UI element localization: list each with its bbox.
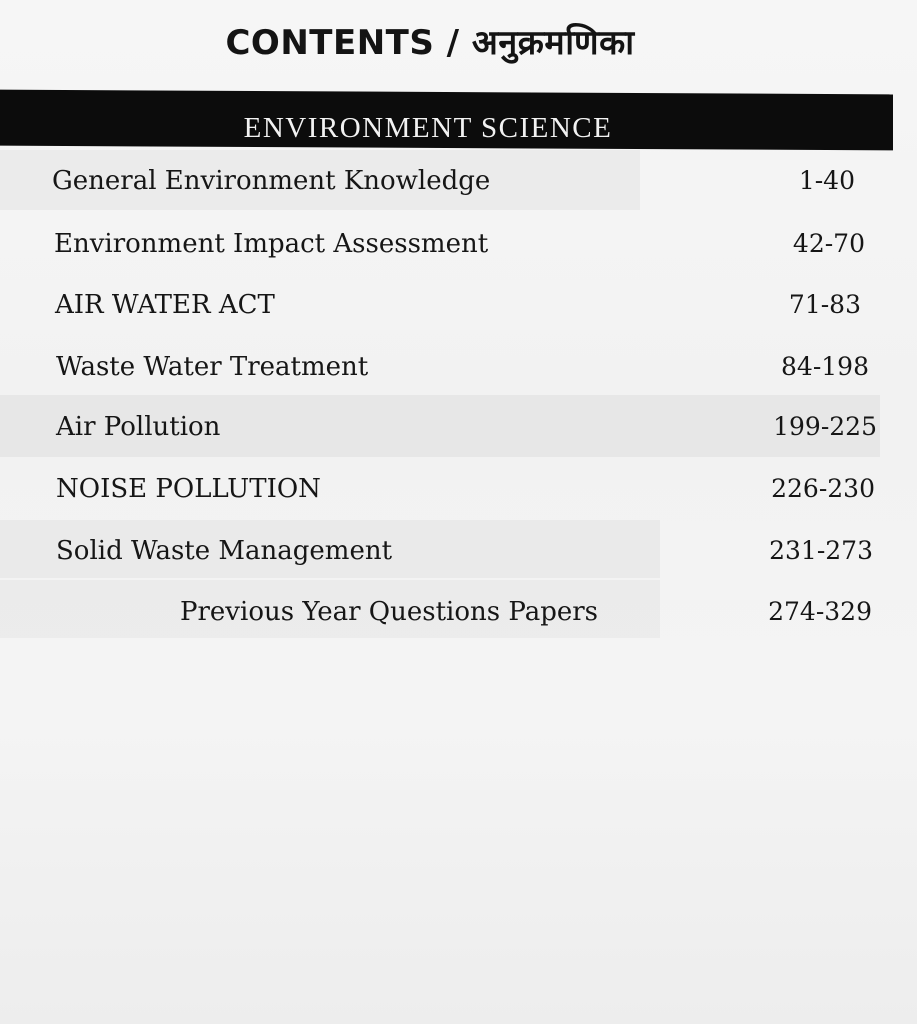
- toc-entry-title: General Environment Knowledge: [52, 166, 491, 196]
- toc-entry: [0, 352, 917, 400]
- toc-entry-title: AIR WATER ACT: [55, 290, 275, 320]
- page-title: CONTENTS / अनुक्रमणिका: [225, 23, 635, 63]
- toc-entry-pages: 274-329: [768, 597, 872, 626]
- toc-entry-title: Previous Year Questions Papers: [180, 597, 598, 627]
- toc-entry-pages: 1-40: [798, 166, 855, 195]
- toc-entry-pages: 199-225: [773, 412, 877, 441]
- toc-entry-pages: 231-273: [769, 536, 873, 565]
- toc-entry-title: Environment Impact Assessment: [54, 229, 489, 259]
- toc-entry-title: Waste Water Treatment: [56, 352, 369, 382]
- toc-entry-pages: 71-83: [788, 290, 861, 319]
- toc-entry: [0, 290, 917, 338]
- section-title: ENVIRONMENT SCIENCE: [243, 112, 613, 144]
- toc-entry: [0, 166, 917, 214]
- toc-entry-title: NOISE POLLUTION: [56, 474, 321, 504]
- toc-entry-title: Air Pollution: [56, 412, 221, 442]
- toc-entry: [0, 229, 917, 277]
- toc-entry: [0, 412, 917, 460]
- toc-entry-title: Solid Waste Management: [56, 536, 393, 566]
- toc-entry: [0, 474, 917, 522]
- toc-entry-pages: 42-70: [792, 229, 865, 258]
- toc-entry-pages: 226-230: [771, 474, 875, 503]
- toc-entry-pages: 84-198: [781, 352, 869, 381]
- toc-entry: [0, 536, 917, 584]
- toc-entry: [0, 597, 917, 645]
